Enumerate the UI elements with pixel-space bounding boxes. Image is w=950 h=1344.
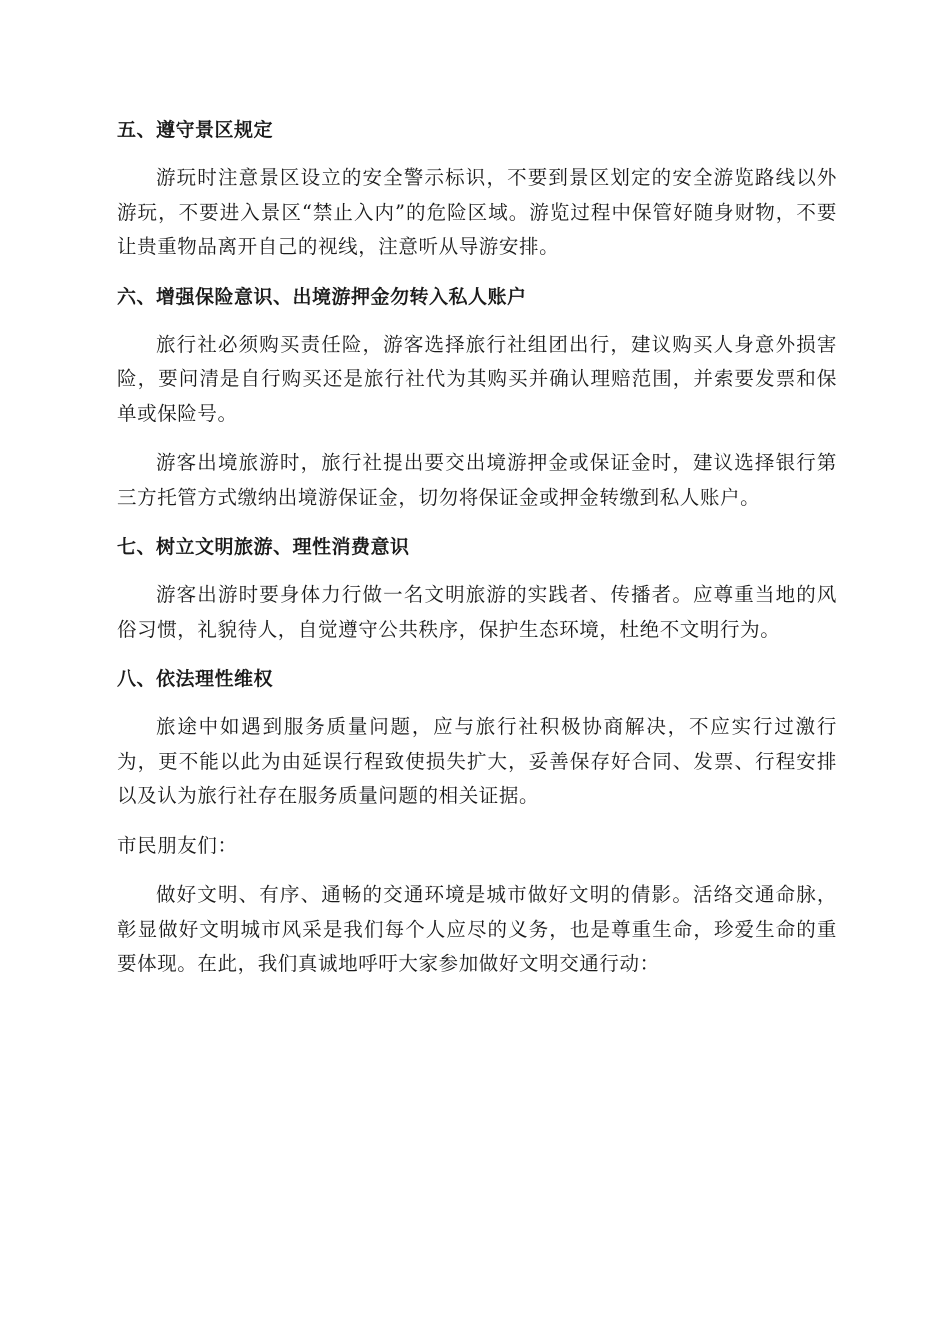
salutation: 市民朋友们： xyxy=(117,833,238,857)
section-paragraph: 旅途中如遇到服务质量问题，应与旅行社积极协商解决，不应实行过激行为，更不能以此为由延误行程致使损失扩大，妥善保存好合同、发票、行程安排以及认为旅行社存在服务质量问题的相关证据。 xyxy=(117,715,837,807)
section-paragraph: 游客出境旅游时，旅行社提出要交出境游押金或保证金时，建议选择银行第三方托管方式缴纳出境游保证金，切勿将保证金或押金转缴到私人账户。 xyxy=(117,451,837,509)
section-paragraph: 游客出游时要身体力行做一名文明旅游的实践者、传播者。应尊重当地的风俗习惯，礼貌待人，自觉遵守公共秩序，保护生态环境，杜绝不文明行为。 xyxy=(117,583,837,641)
section-paragraph: 游玩时注意景区设立的安全警示标识，不要到景区划定的安全游览路线以外游玩，不要进入景区“禁止入内”的危险区域。游览过程中保管好随身财物，不要让贵重物品离开自己的视线，注意听从导游安排。 xyxy=(117,166,837,258)
section-heading: 六、增强保险意识、出境游押金勿转入私人账户 xyxy=(117,285,527,308)
section-heading: 八、依法理性维权 xyxy=(117,668,274,690)
section-heading: 七、树立文明旅游、理性消费意识 xyxy=(117,536,410,558)
section-paragraph: 旅行社必须购买责任险，游客选择旅行社组团出行，建议购买人身意外损害险，要问清是自行购买还是旅行社代为其购买并确认理赔范围，并索要发票和保单或保险号。 xyxy=(117,332,837,425)
document-body xyxy=(117,113,837,997)
section-heading: 五、遵守景区规定 xyxy=(117,119,274,141)
closing-paragraph: 做好文明、有序、通畅的交通环境是城市做好文明的倩影。活络交通命脉，彰显做好文明城市风采是我们每个人应尽的义务，也是尊重生命，珍爱生命的重要体现。在此，我们真诚地呼吁大家参加做好文明交通行动： xyxy=(117,883,837,975)
